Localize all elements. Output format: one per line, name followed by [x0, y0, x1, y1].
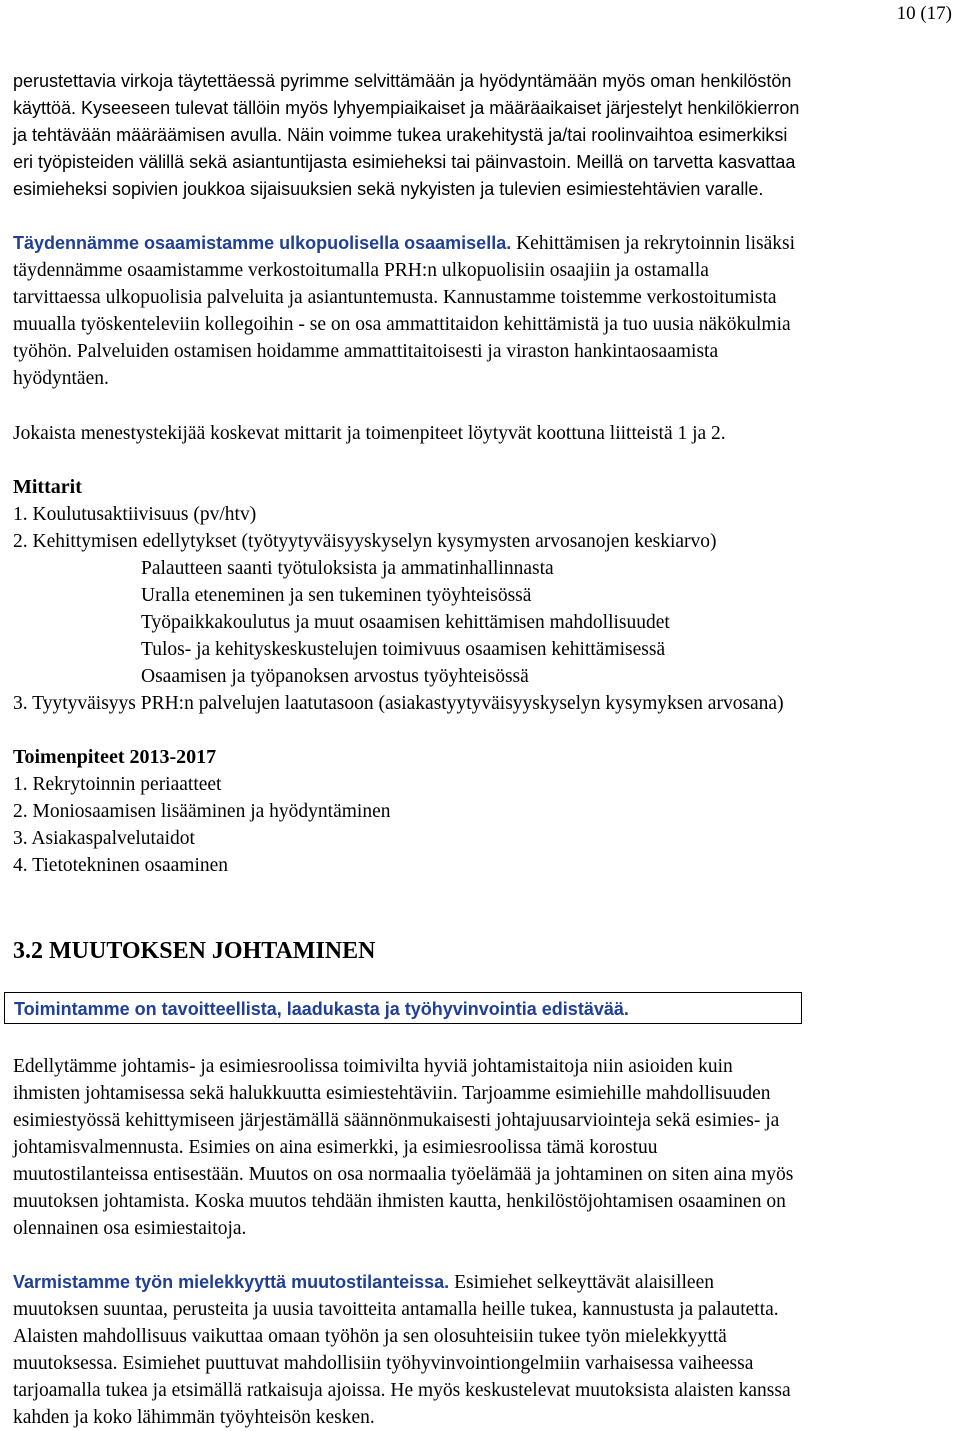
text-line: muutoksen johtamista. Koska muutos tehdään ihmisten kautta, henkilöstöjohtamisen osaaminen on: [13, 1191, 786, 1212]
text-line: [13, 1269, 958, 1296]
text-line: tarjoamalla tukea ja etsimällä ratkaisuja ajoissa. He myös keskustelevat muutoksista alaisten kanssa: [13, 1380, 791, 1401]
list-subitem: Tulos- ja kehityskeskustelujen toimivuus osaamisen kehittämisessä: [141, 639, 666, 660]
text-line: kahden ja koko lähimmän työyhteisön kesken.: [13, 1407, 375, 1428]
text-line: tarvittaessa ulkopuolisia palveluita ja asiantuntemusta. Kannustamme toistemme verkostoitumista: [13, 287, 777, 308]
text-line: ja tehtävään määräämisen avulla. Näin voimme tukea urakehitystä ja/tai roolinvaihtoa esimerkiksi: [13, 125, 788, 145]
text-line: käyttöä. Kyseeseen tulevat tällöin myös lyhyempiaikaiset ja määräaikaiset järjestelyt henkilökierron: [13, 98, 800, 118]
paragraph-external-expertise: [13, 230, 958, 392]
text-line: työhön. Palveluiden ostamisen hoidamme ammattitaitoisesti ja viraston hankintaosaamista: [13, 341, 719, 362]
text-line: eri työpisteiden välillä sekä asiantuntijasta esimieheksi tai päinvastoin. Meillä on tarvetta kasvattaa: [13, 152, 796, 172]
list-item: 3. Tyytyväisyys PRH:n palvelujen laatutasoon (asiakastyytyväisyyskyselyn kysymyksen arvosana): [13, 693, 784, 714]
paragraph-lead: Varmistamme työn mielekkyyttä muutostilanteissa.: [13, 1272, 450, 1292]
paragraph-lead-rest: Esimiehet selkeyttävät alaisilleen: [449, 1272, 714, 1293]
list-item: 4. Tietotekninen osaaminen: [13, 855, 229, 876]
paragraph-leadership: [13, 1053, 958, 1242]
actions-heading: Toimenpiteet 2013-2017: [13, 746, 217, 768]
goal-statement: Toimintamme on tavoitteellista, laadukasta ja työhyvinvointia edistävää.: [14, 999, 629, 1019]
list-item: 3. Asiakaspalvelutaidot: [13, 828, 195, 849]
actions-section: [13, 744, 958, 879]
page-number: 10 (17): [896, 3, 952, 24]
goal-statement-box: [4, 992, 802, 1024]
text-line: muutoksessa. Esimiehet puuttuvat mahdollisiin työhyvinvointiongelmiin varhaisessa vaiheessa: [13, 1353, 754, 1374]
text-line: olennainen osa esimiestaitoja.: [13, 1218, 247, 1239]
list-subitem: Osaamisen ja työpanoksen arvostus työyhteisössä: [141, 666, 529, 687]
paragraph-meaningful-work: [13, 1269, 958, 1431]
text-line: muutostilanteissa entisestään. Muutos on osa normaalia työelämää ja johtaminen on siten aina myös: [13, 1164, 794, 1185]
section-heading-3-2: 3.2 MUUTOKSEN JOHTAMINEN: [13, 938, 376, 964]
text-line: esimiestyössä kehittymiseen järjestämällä säännönmukaisesti johtajuusarviointeja sekä esimies- ja: [13, 1110, 780, 1131]
list-item: 2. Kehittymisen edellytykset (työtyytyväisyyskyselyn kysymysten arvosanojen keskiarvo): [13, 531, 717, 552]
text-line: muutoksen suuntaa, perusteita ja uusia tavoitteita antamalla heille tukea, kannustusta ja palautetta.: [13, 1299, 779, 1320]
text-line: täydennämme osaamistamme verkostoitumalla PRH:n ulkopuolisiin osaajiin ja ostamalla: [13, 260, 709, 281]
indicators-heading: Mittarit: [13, 476, 82, 498]
text-line: esimieheksi sopivien joukkoa sijaisuuksien sekä nykyisten ja tulevien esimiestehtävien varalle.: [13, 179, 764, 199]
list-item: 1. Koulutusaktiivisuus (pv/htv): [13, 504, 257, 525]
text-line: hyödyntäen.: [13, 368, 109, 389]
paragraph-indicators-reference: [13, 420, 958, 447]
paragraph-recruitment: [13, 68, 958, 203]
text-line: [13, 230, 958, 257]
text-line: Alaisten mahdollisuus vaikuttaa omaan työhön ja sen olosuhteisiin tukee työn mielekkyyttä: [13, 1326, 727, 1347]
list-item: 2. Moniosaamisen lisääminen ja hyödyntäminen: [13, 801, 391, 822]
paragraph-lead: Täydennämme osaamistamme ulkopuolisella osaamisella.: [13, 233, 512, 253]
text-line: Jokaista menestystekijää koskevat mittarit ja toimenpiteet löytyvät koottuna liitteistä 1 ja 2.: [13, 423, 726, 444]
list-subitem: Työpaikkakoulutus ja muut osaamisen kehittämisen mahdollisuudet: [141, 612, 670, 633]
text-line: perustettavia virkoja täytettäessä pyrimme selvittämään ja hyödyntämään myös oman henkilöstön: [13, 71, 792, 91]
text-line: ihmisten johtamisessa sekä halukkuutta esimiestehtäviin. Tarjoamme esimiehille mahdollisuuden: [13, 1083, 771, 1104]
list-subitem: Uralla eteneminen ja sen tukeminen työyhteisössä: [141, 585, 532, 606]
text-line: Edellytämme johtamis- ja esimiesroolissa toimivilta hyviä johtamistaitoja niin asioiden kuin: [13, 1056, 733, 1077]
list-subitem: Palautteen saanti työtuloksista ja ammatinhallinnasta: [141, 558, 554, 579]
indicators-section: [13, 474, 958, 717]
text-line: johtamisvalmennusta. Esimies on aina esimerkki, ja esimiesroolissa tämä korostuu: [13, 1137, 658, 1158]
paragraph-lead-rest: Kehittämisen ja rekrytoinnin lisäksi: [511, 233, 795, 254]
list-item: 1. Rekrytoinnin periaatteet: [13, 774, 222, 795]
text-line: muualla työskenteleviin kollegoihin - se on osa ammattitaidon kehittämistä ja tuo uusia näkökulmia: [13, 314, 791, 335]
